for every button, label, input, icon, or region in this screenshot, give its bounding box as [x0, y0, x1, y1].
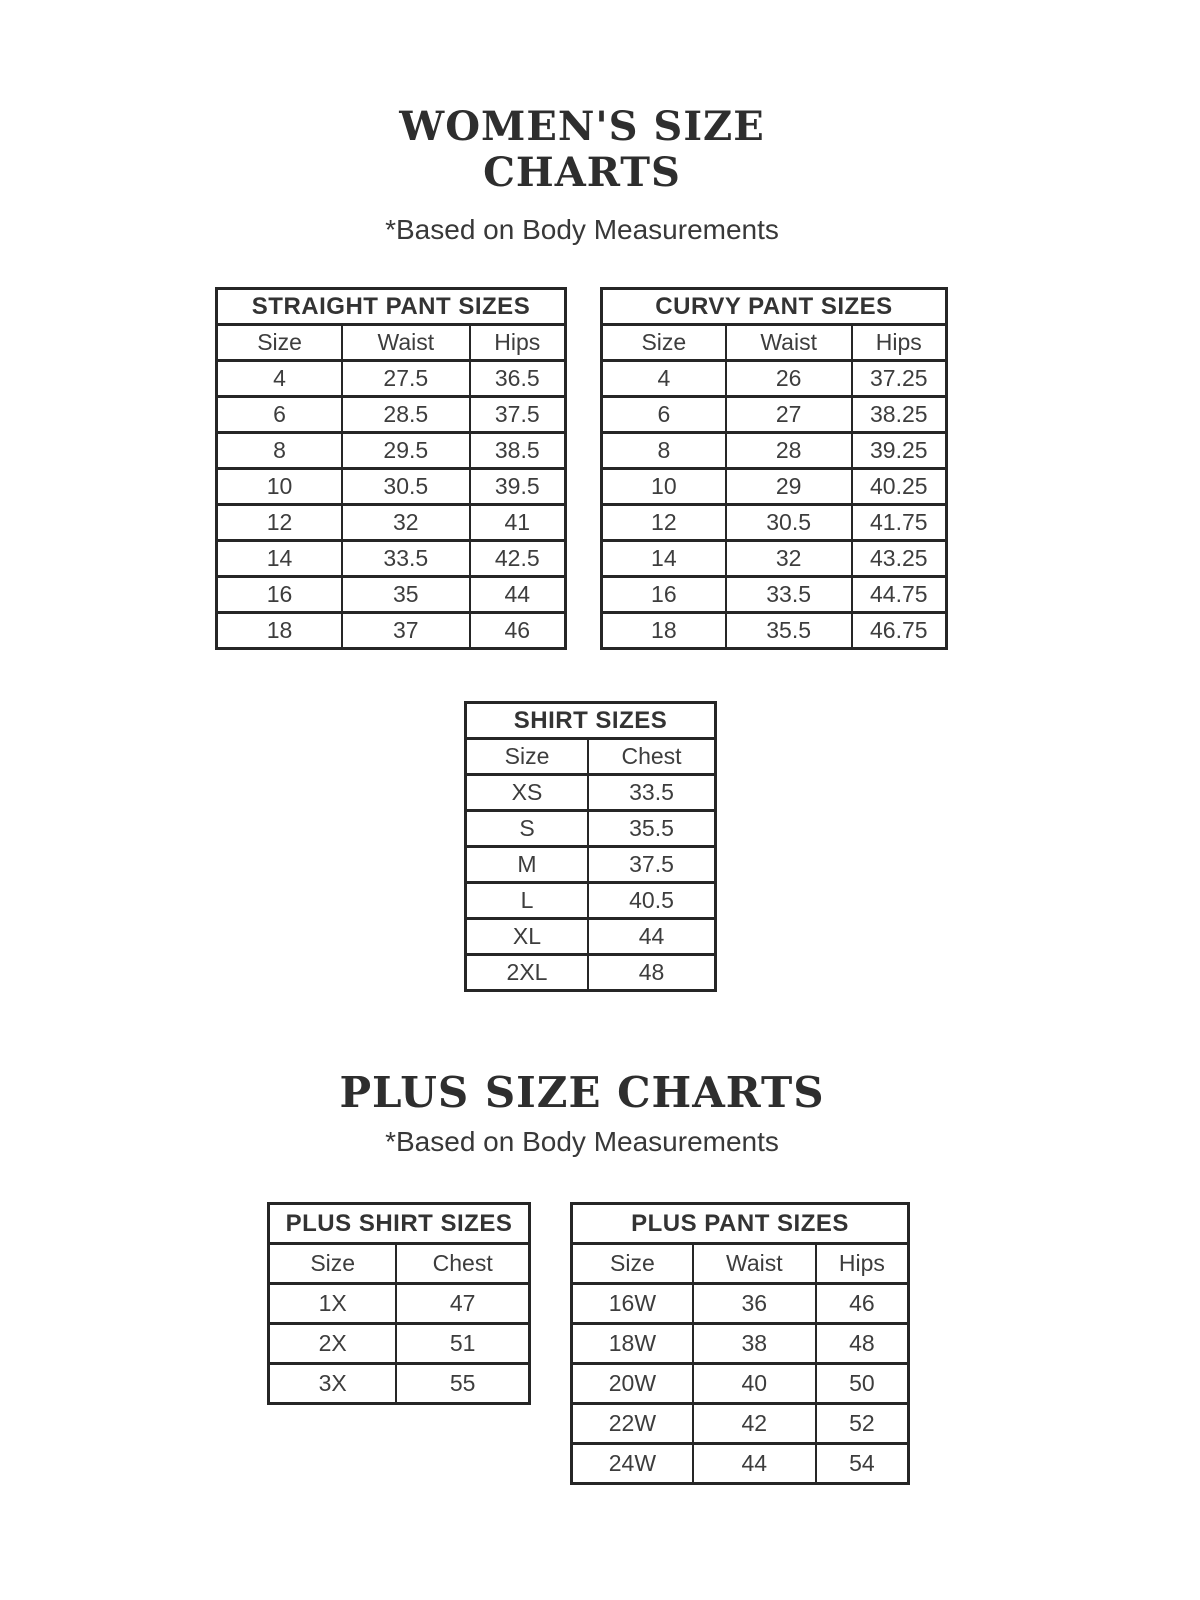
table-cell: 2XL	[466, 955, 589, 991]
table-cell: XS	[466, 775, 589, 811]
table-row	[572, 1364, 909, 1404]
table-cell: 38	[693, 1324, 816, 1364]
table-title-row	[217, 289, 566, 325]
table-cell: 27	[726, 397, 852, 433]
table-cell: 6	[602, 397, 726, 433]
table-cell: 39.5	[470, 469, 566, 505]
table-title-row	[572, 1204, 909, 1244]
table-header-row	[269, 1244, 530, 1284]
plus-title: PLUS SIZE CHARTS	[339, 1068, 825, 1117]
table-cell: 52	[816, 1404, 909, 1444]
table-row	[217, 577, 566, 613]
table-row	[572, 1284, 909, 1324]
table-cell: 40	[693, 1364, 816, 1404]
table-cell: 32	[726, 541, 852, 577]
table-cell: 4	[602, 361, 726, 397]
table-cell: 4	[217, 361, 343, 397]
table-row	[602, 613, 947, 649]
table-row	[602, 541, 947, 577]
shirt-sizes-table	[464, 701, 717, 992]
table-row	[217, 433, 566, 469]
table-cell: 36.5	[470, 361, 566, 397]
column-header: Hips	[816, 1244, 909, 1284]
table-cell: M	[466, 847, 589, 883]
table-cell: 39.25	[852, 433, 947, 469]
table-cell: 28.5	[342, 397, 469, 433]
table-cell: 51	[396, 1324, 529, 1364]
straight-pant-sizes-table	[215, 287, 567, 650]
table-cell: 48	[816, 1324, 909, 1364]
table-title: SHIRT SIZES	[466, 703, 716, 739]
table-row	[217, 613, 566, 649]
table-cell: 46	[816, 1284, 909, 1324]
table-row	[602, 577, 947, 613]
table-cell: 42.5	[470, 541, 566, 577]
table-cell: 16W	[572, 1284, 693, 1324]
table-row	[217, 505, 566, 541]
table-cell: 16	[217, 577, 343, 613]
table-row	[217, 469, 566, 505]
table-cell: 36	[693, 1284, 816, 1324]
curvy-pant-sizes-table	[600, 287, 948, 650]
table-row	[466, 955, 716, 991]
table-title: CURVY PANT SIZES	[602, 289, 947, 325]
column-header: Waist	[726, 325, 852, 361]
table-cell: 12	[217, 505, 343, 541]
table-cell: 43.25	[852, 541, 947, 577]
table-cell: 40.25	[852, 469, 947, 505]
table-cell: 50	[816, 1364, 909, 1404]
column-header: Hips	[470, 325, 566, 361]
table-cell: 41	[470, 505, 566, 541]
main-subtitle: *Based on Body Measurements	[385, 214, 779, 245]
table-header-row	[572, 1244, 909, 1284]
column-header: Size	[466, 739, 589, 775]
table-header-row	[217, 325, 566, 361]
table-cell: 6	[217, 397, 343, 433]
column-header: Size	[602, 325, 726, 361]
table-cell: 27.5	[342, 361, 469, 397]
table-row	[466, 847, 716, 883]
table-cell: 42	[693, 1404, 816, 1444]
table-row	[217, 397, 566, 433]
table-cell: 10	[217, 469, 343, 505]
table-cell: 48	[588, 955, 716, 991]
table-cell: 46.75	[852, 613, 947, 649]
table-title-row	[602, 289, 947, 325]
table-row	[269, 1324, 530, 1364]
table-cell: 2X	[269, 1324, 397, 1364]
table-title-row	[466, 703, 716, 739]
table-row	[602, 397, 947, 433]
table-row	[466, 883, 716, 919]
table-cell: 40.5	[588, 883, 716, 919]
table-cell: 37	[342, 613, 469, 649]
table-cell: 10	[602, 469, 726, 505]
table-row	[602, 433, 947, 469]
table-cell: 22W	[572, 1404, 693, 1444]
table-row	[572, 1444, 909, 1484]
table-cell: 24W	[572, 1444, 693, 1484]
table-header-row	[602, 325, 947, 361]
column-header: Hips	[852, 325, 947, 361]
table-title: PLUS SHIRT SIZES	[269, 1204, 530, 1244]
table-cell: 44.75	[852, 577, 947, 613]
table-cell: 26	[726, 361, 852, 397]
main-title-line2: CHARTS	[483, 149, 681, 196]
table-cell: 14	[602, 541, 726, 577]
column-header: Waist	[693, 1244, 816, 1284]
table-cell: 29	[726, 469, 852, 505]
table-cell: 35	[342, 577, 469, 613]
column-header: Waist	[342, 325, 469, 361]
table-row	[466, 811, 716, 847]
table-cell: 41.75	[852, 505, 947, 541]
table-cell: 33.5	[588, 775, 716, 811]
table-cell: 30.5	[726, 505, 852, 541]
table-row	[466, 919, 716, 955]
table-cell: 1X	[269, 1284, 397, 1324]
table-cell: 47	[396, 1284, 529, 1324]
table-cell: 37.25	[852, 361, 947, 397]
table-cell: 14	[217, 541, 343, 577]
table-row	[217, 361, 566, 397]
table-row	[602, 469, 947, 505]
table-cell: 18W	[572, 1324, 693, 1364]
table-cell: 32	[342, 505, 469, 541]
table-row	[269, 1284, 530, 1324]
table-cell: 55	[396, 1364, 529, 1404]
table-cell: 30.5	[342, 469, 469, 505]
table-cell: 38.25	[852, 397, 947, 433]
table-cell: 8	[217, 433, 343, 469]
table-cell: 44	[693, 1444, 816, 1484]
table-cell: 37.5	[470, 397, 566, 433]
table-row	[572, 1404, 909, 1444]
table-cell: 12	[602, 505, 726, 541]
column-header: Size	[217, 325, 343, 361]
table-cell: 37.5	[588, 847, 716, 883]
table-row	[217, 541, 566, 577]
main-title	[0, 104, 1164, 196]
table-cell: 20W	[572, 1364, 693, 1404]
table-cell: 44	[588, 919, 716, 955]
table-row	[466, 775, 716, 811]
main-title-line1: WOMEN'S SIZE	[399, 103, 765, 150]
table-cell: 28	[726, 433, 852, 469]
table-row	[572, 1324, 909, 1364]
table-cell: 3X	[269, 1364, 397, 1404]
column-header: Chest	[396, 1244, 529, 1284]
table-cell: XL	[466, 919, 589, 955]
table-cell: 35.5	[588, 811, 716, 847]
table-row	[602, 505, 947, 541]
table-cell: 29.5	[342, 433, 469, 469]
table-title: STRAIGHT PANT SIZES	[217, 289, 566, 325]
column-header: Size	[572, 1244, 693, 1284]
table-row	[269, 1364, 530, 1404]
plus-pant-sizes-table	[570, 1202, 910, 1485]
plus-shirt-sizes-table	[267, 1202, 531, 1405]
table-cell: 18	[602, 613, 726, 649]
table-cell: 54	[816, 1444, 909, 1484]
table-cell: 18	[217, 613, 343, 649]
column-header: Chest	[588, 739, 716, 775]
table-cell: L	[466, 883, 589, 919]
table-row	[602, 361, 947, 397]
table-cell: 33.5	[342, 541, 469, 577]
table-cell: 33.5	[726, 577, 852, 613]
table-cell: 8	[602, 433, 726, 469]
table-cell: 38.5	[470, 433, 566, 469]
table-cell: S	[466, 811, 589, 847]
table-cell: 16	[602, 577, 726, 613]
table-title: PLUS PANT SIZES	[572, 1204, 909, 1244]
column-header: Size	[269, 1244, 397, 1284]
table-header-row	[466, 739, 716, 775]
table-cell: 46	[470, 613, 566, 649]
table-cell: 44	[470, 577, 566, 613]
table-title-row	[269, 1204, 530, 1244]
plus-subtitle: *Based on Body Measurements	[385, 1126, 779, 1157]
table-cell: 35.5	[726, 613, 852, 649]
